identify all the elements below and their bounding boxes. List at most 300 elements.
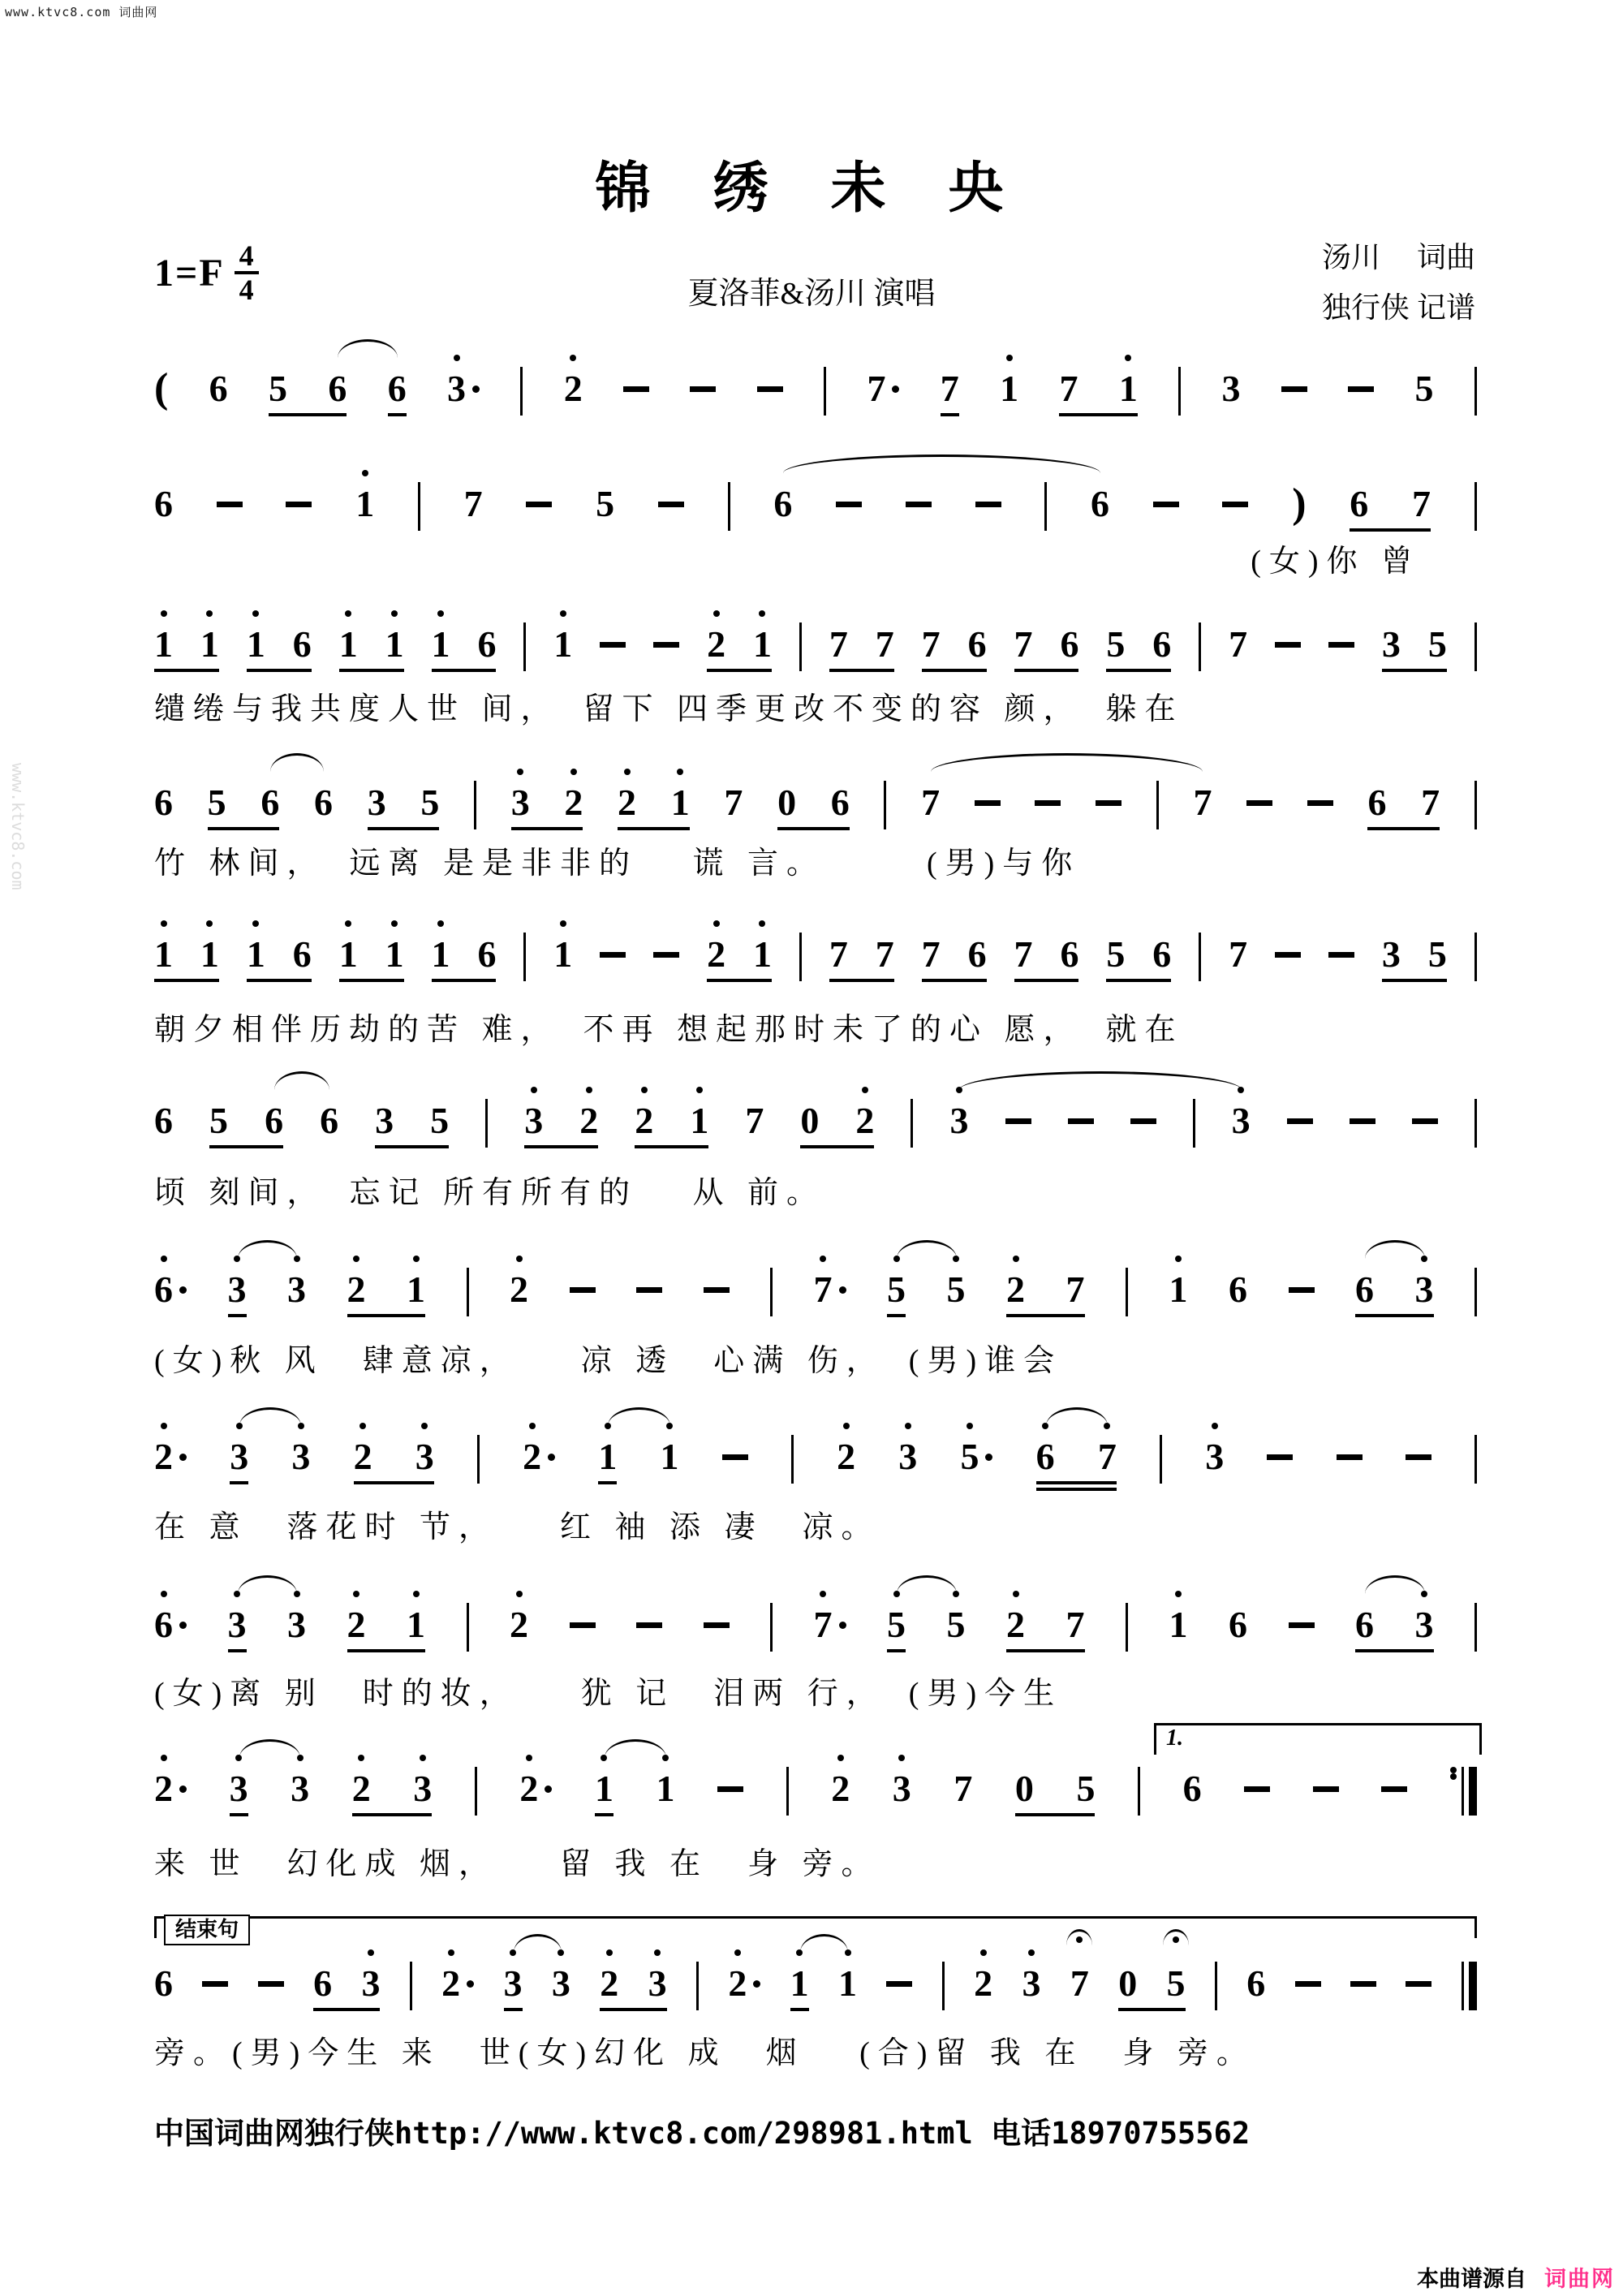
octave-dot [516,1256,523,1262]
note-digit: 6 [1182,1768,1202,1809]
note-digit: 0 [800,1100,820,1141]
octave-dot [734,1949,741,1956]
note-token [596,482,614,526]
note-token [1006,1603,1025,1647]
note-token [1060,622,1078,666]
barline [1474,622,1477,671]
note-token [407,1603,425,1647]
note-token [154,1603,187,1647]
beam-line [432,669,496,672]
slur-arc [238,1240,297,1259]
augmentation-dot [892,386,899,393]
note-token [200,933,219,976]
note-token [829,622,848,666]
note-digit: 3 [291,1435,310,1479]
note-digit: 1 [432,622,450,666]
octave-dot [161,1256,167,1262]
note-digit: 2 [635,1099,653,1143]
octave-dot [980,1949,987,1956]
octave-dot [837,1755,844,1761]
dash-token [526,482,552,526]
note-digit: 3 [1221,368,1241,409]
note-token [1098,1435,1117,1479]
note-token [209,1099,228,1143]
note-digit: 6 [314,782,334,823]
music-system [154,1099,1477,1210]
octave-dot [1013,1591,1019,1597]
note-digit: 2 [618,781,636,825]
beam-line [432,979,496,982]
music-system [154,1918,1477,2070]
beam-line [354,1481,434,1484]
volta-bracket [1154,1723,1482,1755]
slur-arc [1365,1240,1425,1259]
note-token [1350,482,1368,526]
note-digit: 2 [354,1435,372,1479]
ending-bracket [154,1916,1477,1938]
note-token [876,622,894,666]
note-token [1355,1603,1374,1647]
note-token [724,781,743,825]
octave-dot [966,1423,973,1429]
note-token [1169,1603,1188,1647]
note-digit: 2 [579,1099,598,1143]
note-token [1152,933,1171,976]
note-token [1076,1767,1095,1811]
augmentation-dot [179,1622,187,1629]
dash-token [1130,1099,1156,1143]
note-digit: 3 [228,1603,247,1647]
beam-line [1355,1314,1434,1317]
note-digit: 3 [893,1767,911,1811]
beam-line [368,827,439,830]
beam-line [600,2008,667,2011]
dash-token [1406,1962,1431,2005]
note-token [247,933,265,976]
note-token [293,622,312,666]
octave-dot [713,610,720,617]
octave-dot [905,1423,911,1429]
note-digit: 0 [1014,1768,1034,1809]
note-digit: 1 [247,933,265,976]
note-digit: 6 [265,1100,284,1141]
octave-dot [448,1949,454,1956]
lyrics-line: (女)离 别 时的妆， 犹 记 泪两 行， (男)今生 [154,1677,1063,1711]
note-token [598,1435,617,1479]
note-token [430,1099,449,1143]
augmentation-dot [839,1622,846,1629]
dash-token [600,622,626,666]
note-token [1022,1962,1040,2005]
note-digit: 2 [1006,1603,1025,1647]
barline [911,1099,913,1148]
beam-line [635,1145,708,1148]
notes-row [154,781,1477,828]
octave-dot [759,920,765,927]
beam-line [1014,669,1078,672]
augmentation-dot [548,1454,555,1461]
slur-arc [270,753,324,772]
dash-token [570,1603,596,1647]
note-token [564,781,583,825]
dash-token [1281,367,1307,411]
barline [1156,781,1159,829]
octave-dot [696,1087,703,1093]
note-digit: 2 [564,367,583,411]
note-digit: 6 [154,1268,173,1312]
note-digit: 0 [777,782,797,823]
note-token [1382,933,1401,976]
beam-line [707,979,772,982]
octave-dot [252,610,259,617]
note-digit: 1 [553,933,572,976]
note-digit: 3 [898,1435,917,1479]
octave-dot [1175,1591,1182,1597]
note-digit: 3 [524,1099,543,1143]
note-digit: 7 [921,782,941,823]
beam-line [388,413,407,416]
beam-line [247,979,312,982]
note-token [1119,367,1138,411]
beam-line [347,1314,425,1317]
note-token [553,622,572,666]
note-token [432,933,450,976]
note-token [154,933,173,976]
note-token [154,1268,187,1312]
note-digit: 7 [1412,483,1431,524]
note-digit: 3 [552,1962,570,2005]
octave-dot [421,1423,428,1429]
slur-arc [897,1240,957,1259]
note-digit: 5 [430,1100,450,1141]
note-digit: 7 [867,368,886,409]
note-digit: 6 [387,368,407,409]
dash-token [1289,1603,1315,1647]
notes-row [154,367,1477,414]
octave-dot [437,920,444,927]
dash-token [1328,933,1354,976]
note-token [1232,1099,1251,1143]
lyrics-line: (女)秋 风 肆意凉， 凉 透 心满 伤， (男)谁会 [154,1344,1063,1378]
note-digit: 2 [974,1962,992,2005]
note-digit: 5 [887,1603,906,1647]
note-token [1229,1268,1247,1312]
note-digit: 6 [1091,483,1110,524]
octave-dot [820,1256,826,1262]
note-digit: 3 [1205,1435,1224,1479]
beam-line [154,979,219,982]
note-digit: 7 [724,782,743,823]
note-token [154,482,173,526]
octave-dot [654,1949,661,1956]
beam-line [1036,1481,1117,1484]
slur-arc [931,753,1203,772]
note-digit: 2 [352,1767,371,1811]
time-numerator: 4 [235,242,259,274]
note-token [1066,1268,1085,1312]
note-digit: 7 [940,368,959,409]
dash-token [906,482,932,526]
note-digit: 6 [967,933,987,975]
note-token [1091,482,1109,526]
dash-token [1412,1099,1438,1143]
brand-badge: 词曲网 [1544,2267,1615,2291]
beam-line [209,1145,283,1148]
dash-token [1275,622,1301,666]
performer-line: 夏洛菲&汤川 演唱 [687,277,936,311]
octave-dot [641,1087,648,1093]
note-token [579,1099,598,1143]
note-digit: 1 [339,933,358,976]
slur-arc [1365,1575,1425,1594]
note-digit: 2 [441,1962,460,2005]
note-token [814,1603,846,1647]
octave-dot [391,610,398,617]
note-token [313,1962,332,2005]
note-digit: 6 [292,933,312,975]
beam-line [247,669,312,672]
notes-row [154,933,1477,980]
note-token [361,1962,380,2005]
note-digit: 1 [407,1268,425,1312]
dash-token [1153,482,1179,526]
note-digit: 7 [1421,782,1440,823]
note-token [671,781,690,825]
beam-line [707,669,772,672]
beam-line [269,413,347,416]
note-token [753,622,772,666]
note-token [728,1962,760,2005]
note-token [553,933,572,976]
note-digit: 3 [367,782,386,823]
barline [799,622,802,671]
note-token [247,622,265,666]
note-token [898,1435,917,1479]
barline [942,1962,945,2010]
dash-token [600,933,626,976]
note-token [441,1962,474,2005]
notes-row [154,1603,1477,1650]
note-digit: 6 [260,782,280,823]
note-digit: 2 [831,1767,850,1811]
barline [1474,1435,1477,1484]
note-digit: 6 [154,782,173,823]
beam-line [595,1813,613,1816]
note-token [745,1099,764,1143]
music-system [154,1268,1477,1378]
barline [770,1603,773,1652]
note-digit: 5 [209,1100,229,1141]
note-digit: 1 [407,1603,425,1647]
octave-dot [1125,355,1131,361]
note-digit: 6 [1355,1604,1374,1645]
note-token [1006,1268,1025,1312]
dash-token [1287,1099,1313,1143]
note-digit: 5 [1414,368,1434,409]
note-digit: 6 [1152,623,1172,665]
barline [1474,1099,1477,1148]
note-digit: 3 [291,1767,309,1811]
note-token [1106,933,1125,976]
beam-line [777,827,850,830]
octave-dot [1028,1949,1035,1956]
notes-row [154,1767,1477,1814]
notes-row [154,1962,1477,2009]
note-digit: 6 [1229,1269,1247,1310]
note-token [287,1603,306,1647]
note-token [968,622,987,666]
note-token [753,933,772,976]
slur-arc [783,454,1100,473]
note-digit: 1 [432,933,450,976]
octave-dot [529,1423,536,1429]
octave-dot [161,1755,167,1761]
lyrics-line: 缱绻与我共度人世 间， 留下 四季更改不变的容 颜， 躲在 [154,692,1184,726]
note-digit: 5 [960,1435,979,1479]
augmentation-dot [179,1454,187,1461]
octave-dot [345,920,351,927]
note-digit: 5 [1076,1768,1096,1809]
note-token [921,781,940,825]
note-token [523,1435,555,1479]
beam-line [922,669,987,672]
barline [474,781,476,829]
octave-dot [570,355,576,361]
note-token [519,1767,552,1811]
octave-dot [843,1423,850,1429]
note-digit: 3 [511,781,530,825]
note-digit: 6 [1246,1962,1266,2004]
note-digit: 1 [790,1962,809,2005]
beam-line [1106,979,1171,982]
note-digit: 2 [154,1767,173,1811]
barline [467,1603,469,1652]
note-token [564,367,583,411]
barline [475,1767,477,1816]
note-digit: 7 [921,933,941,975]
note-digit: 1 [595,1767,613,1811]
note-token [208,781,226,825]
music-system [154,480,1477,579]
music-system [154,1603,1477,1711]
note-token [960,1435,992,1479]
note-digit: 5 [1106,623,1126,665]
notes-row [154,1268,1477,1315]
note-digit: 2 [510,1603,528,1647]
note-token [200,622,219,666]
dash-token [975,781,1001,825]
paren-token: ) [1292,480,1307,527]
repeat-barline [1450,1767,1477,1816]
note-token [1059,367,1078,411]
note-digit: 7 [875,933,894,975]
note-token [1415,1603,1434,1647]
dash-token [658,482,684,526]
note-token [661,1435,679,1479]
note-token [1193,781,1212,825]
beam-line [1118,2008,1186,2011]
note-token [432,622,450,666]
barline [1126,1603,1128,1652]
note-token [867,367,899,411]
beam-line [313,2008,380,2011]
beam-line [618,827,690,830]
beam-line [228,1649,247,1652]
note-token [1167,1962,1186,2005]
note-token [228,1268,247,1312]
barline [520,367,523,416]
beam-line [504,2008,523,2011]
note-token [1428,622,1447,666]
note-token [595,1767,613,1811]
octave-dot [413,1591,420,1597]
dash-token [722,1435,748,1479]
note-digit: 3 [1022,1962,1040,2005]
note-token [1106,622,1125,666]
note-token [831,1767,850,1811]
note-token [829,933,848,976]
note-digit: 1 [154,933,173,976]
barline [1474,482,1477,531]
note-token [773,482,792,526]
barline [1193,1099,1195,1148]
note-token [618,781,636,825]
note-token [154,1435,187,1479]
beam-line [790,2008,809,2011]
note-digit: 0 [1118,1962,1138,2004]
dash-token [886,1962,912,2005]
note-digit: 2 [707,933,725,976]
note-digit: 1 [553,622,572,666]
dash-token [1313,1767,1339,1811]
dash-token [1035,781,1061,825]
note-digit: 6 [320,1100,339,1141]
beam-line [1036,1488,1117,1491]
beam-line [154,669,219,672]
note-digit: 1 [1169,1268,1188,1312]
note-token [1183,1767,1202,1811]
note-token [354,1435,372,1479]
dash-token [1307,781,1333,825]
note-digit: 2 [600,1962,618,2005]
dash-token [1289,1268,1315,1312]
beam-line [228,1314,247,1317]
slur-arc [238,1575,297,1594]
note-digit: 6 [1036,1435,1055,1479]
dash-token [975,482,1001,526]
barline [1044,482,1047,531]
dash-token [202,1962,228,2005]
note-digit: 1 [247,622,265,666]
note-token [339,933,358,976]
note-token [269,367,287,411]
dash-token [1244,1767,1270,1811]
note-digit: 5 [1106,933,1126,975]
barline [884,781,886,829]
octave-dot [358,1755,364,1761]
note-digit: 3 [230,1435,248,1479]
barline [410,1962,412,2010]
note-digit: 1 [1000,367,1018,411]
beam-line [887,1649,906,1652]
octave-dot [820,1591,826,1597]
note-digit: 1 [657,1767,675,1811]
note-token [464,482,483,526]
note-token [922,933,941,976]
note-digit: 1 [753,622,772,666]
beam-line [208,827,279,830]
note-digit: 7 [954,1768,973,1809]
